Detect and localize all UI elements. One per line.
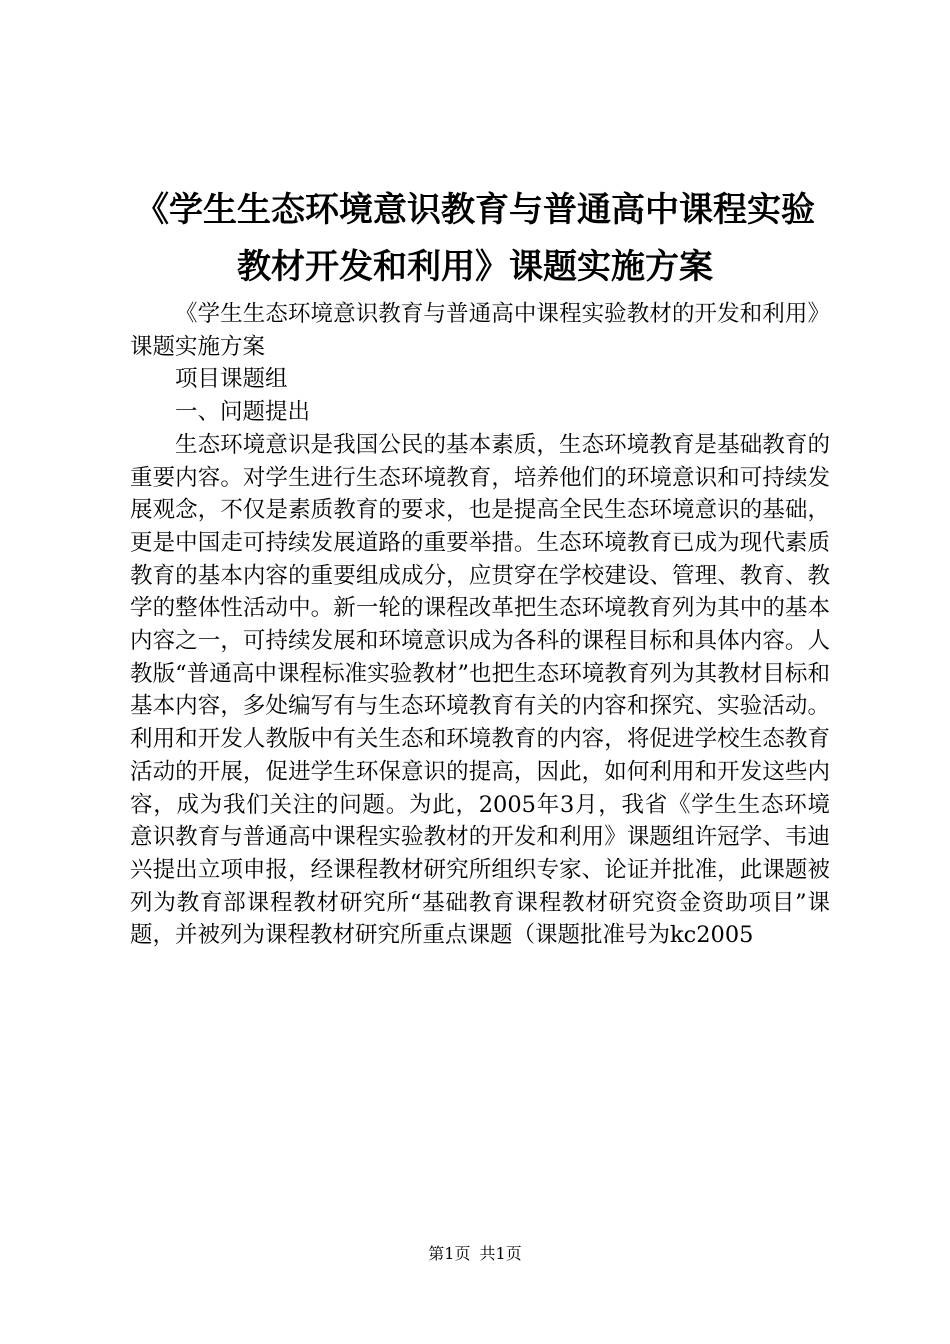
page-footer: 第1页 共1页 xyxy=(428,1244,522,1263)
body-paragraph-group: 项目课题组 xyxy=(175,366,288,393)
document-title-line-1: 《学生生态环境意识教育与普通高中课程实验 xyxy=(135,190,815,230)
document-title-line-2: 教材开发和利用》课题实施方案 xyxy=(237,247,713,287)
document-body xyxy=(130,298,830,952)
body-paragraph-subtitle: 《学生生态环境意识教育与普通高中课程实验教材的开发和利用》课题实施方案 xyxy=(130,301,830,360)
section-heading: 一、问题提出 xyxy=(175,399,311,426)
body-paragraph-main: 生态环境意识是我国公民的基本素质，生态环境教育是基础教育的重要内容。对学生进行生态环境教育，培养他们的环境意识和可持续发展观念，不仅是素质教育的要求，也是提高全民生态环境意识的基础，更是中国走可持续发展道路的重要举措。生态环境教育已成为现代素质教育的基本内容的重要组成成分，应贯穿在学校建设、管理、教育、教学的整体性活动中。新一轮的课程改革把生态环境教育列为其中的基本内容之一，可持续发展和环境意识成为各科的课程目标和具体内容。人教版“普通高中课程标准实验教材”也把生态环境教育列为其教材目标和基本内容，多处编写有与生态环境教育有关的内容和探究、实验活动。利用和开发人教版中有关生态和环境教育的内容，将促进学校生态教育活动的开展，促进学生环保意识的提高，因此，如何利用和开发这些内容，成为我们关注的问题。为此，2005年3月，我省《学生生态环境意识教育与普通高中课程实验教材的开发和利用》课题组许冠学、韦迪兴提出立项申报，经课程教材研究所组织专家、论证并批准，此课题被列为教育部课程教材研究所“基础教育课程教材研究资金资助项目”课题，并被列为课程教材研究所重点课题（课题批准号为kc2005 xyxy=(130,431,830,949)
